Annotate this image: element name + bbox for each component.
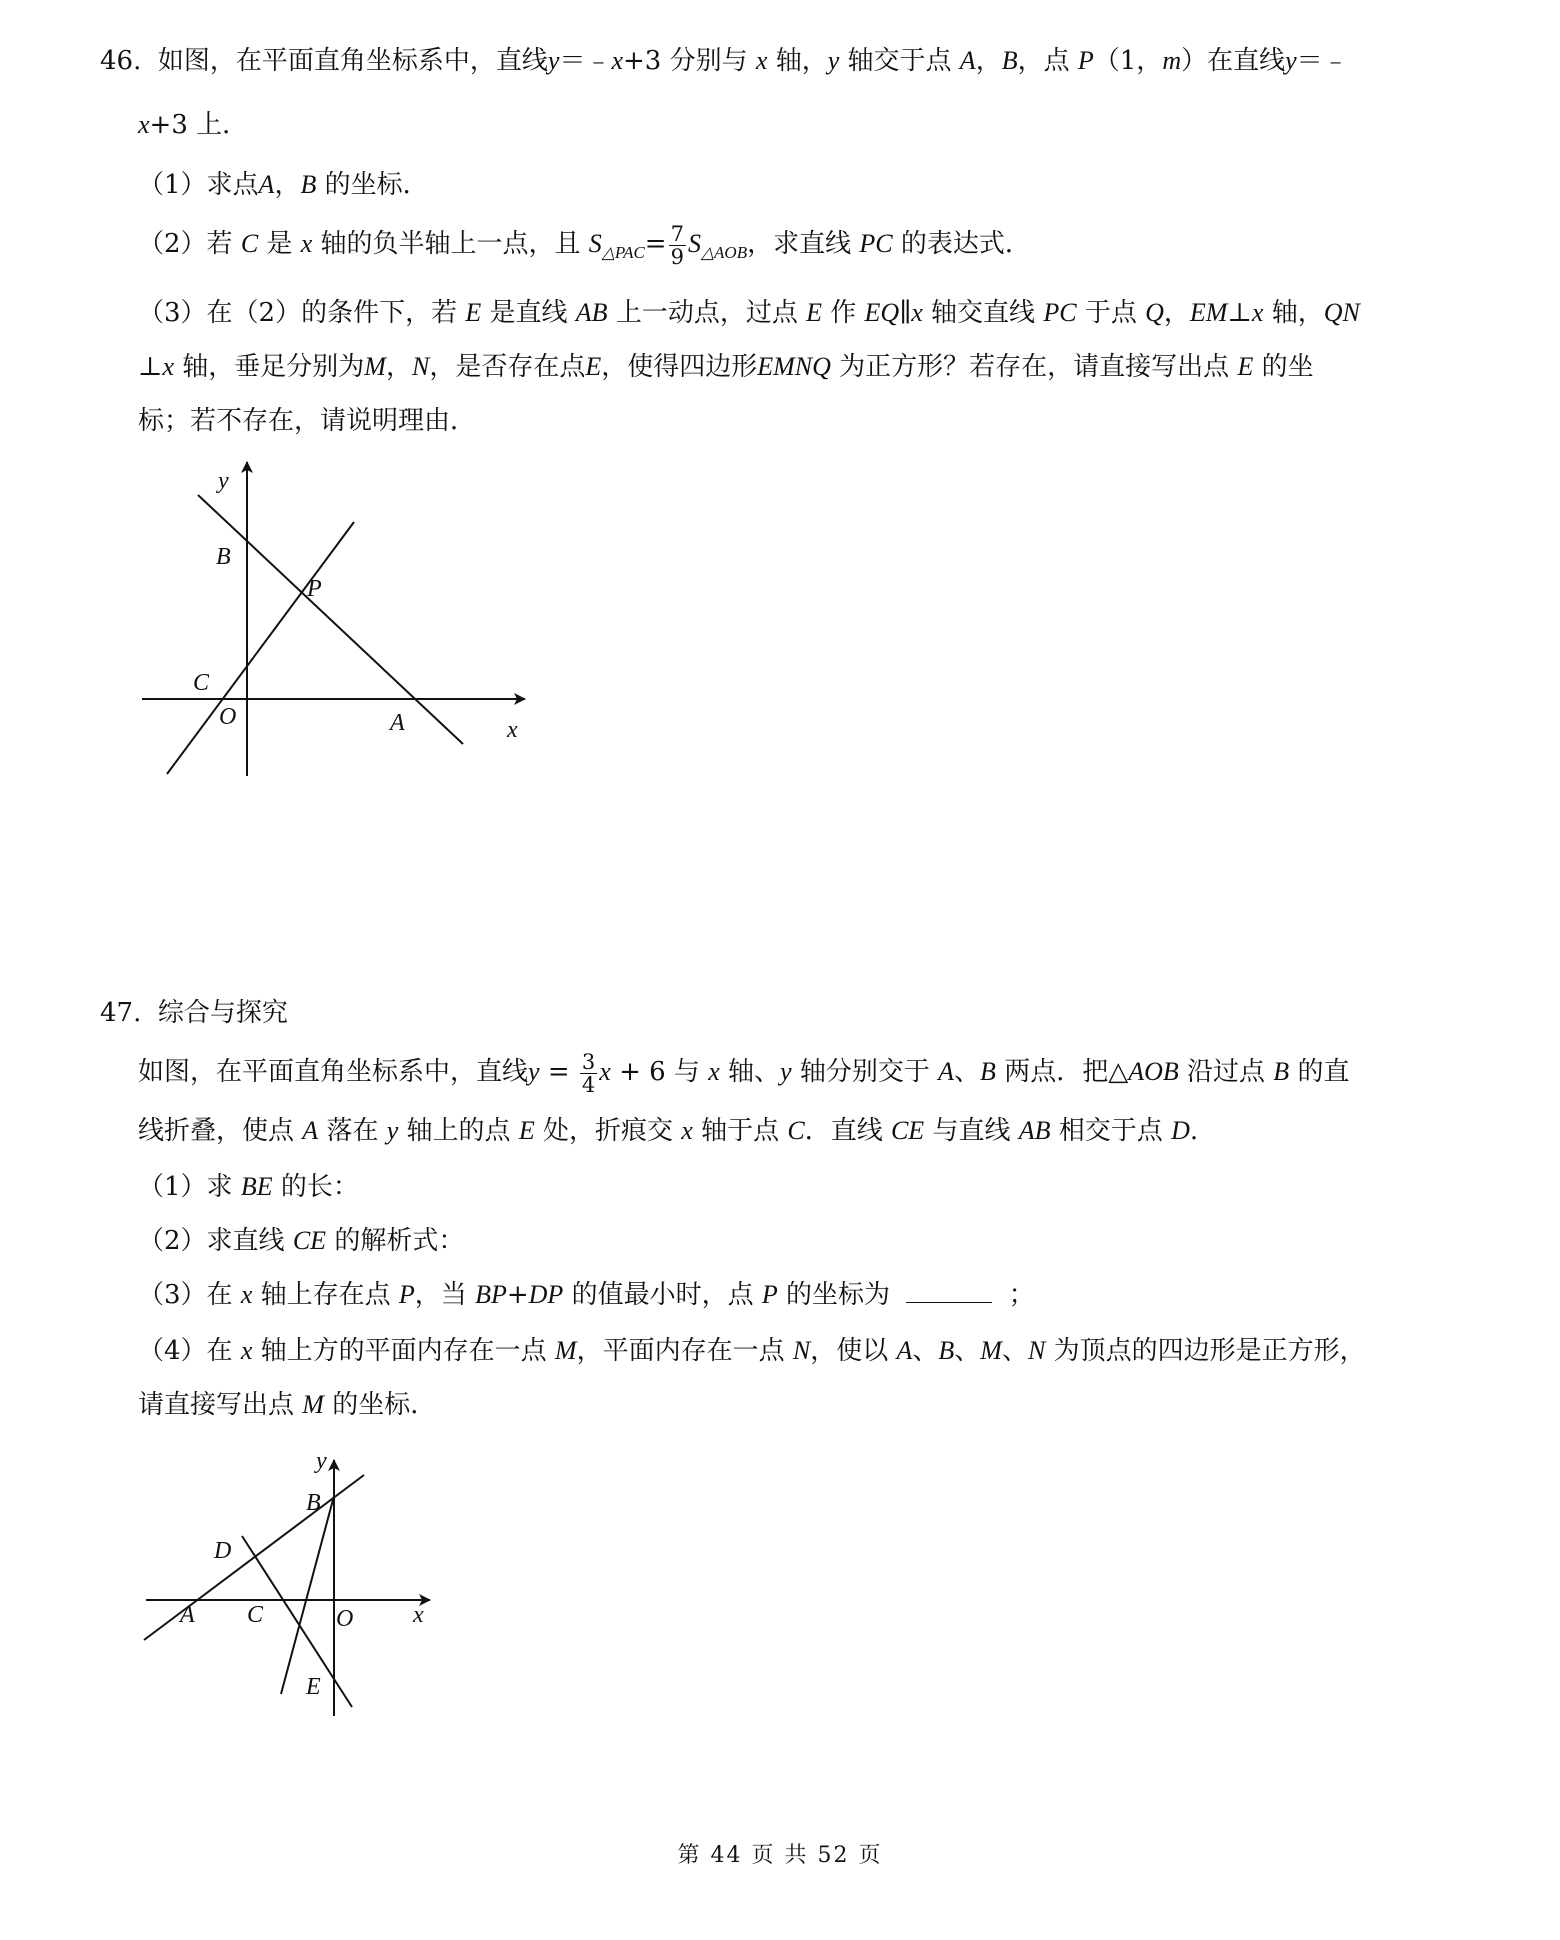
q46-var: E	[585, 352, 602, 381]
q46-text: 是	[266, 229, 293, 259]
q46-text: 上一动点，过点	[615, 298, 798, 328]
q46-symbol: ⊥	[138, 352, 163, 382]
q47-var: M	[302, 1390, 324, 1419]
q46-var: M	[364, 352, 386, 381]
q47-text: 、	[912, 1336, 939, 1366]
q47-var: AOB	[1128, 1057, 1179, 1086]
q47-text: .	[1189, 1116, 1199, 1146]
q47-text: 轴分别交于	[799, 1057, 930, 1087]
q47-var: x	[681, 1116, 693, 1145]
q47-var: B	[980, 1057, 996, 1086]
q46-label-b: B	[216, 544, 231, 570]
q46-symbol: ⊥	[1227, 298, 1252, 328]
fraction-denominator: 4	[581, 1072, 596, 1097]
q47-stem-line-1	[138, 1046, 1349, 1098]
q47-text: 轴上方的平面内存在一点	[260, 1336, 547, 1366]
q47-text: 的直	[1297, 1057, 1350, 1087]
q46-subscript: △PAC	[601, 243, 645, 262]
q46-text: ，是否存在点	[429, 352, 586, 382]
q47-var: B	[938, 1336, 955, 1365]
q46-number: 46.	[100, 46, 142, 76]
q47-text: 的解析式：	[334, 1226, 465, 1256]
q46-text: ，	[1163, 298, 1190, 328]
q46-text: （1，	[1093, 46, 1163, 76]
q47-part-3	[138, 1278, 1035, 1312]
q47-text: 沿过点	[1187, 1057, 1266, 1087]
q46-part-1	[138, 168, 429, 202]
q46-label-y: y	[218, 468, 229, 494]
q47-text: + 6 与	[610, 1057, 700, 1087]
q46-text: 轴，垂足分别为	[182, 352, 365, 382]
q46-line-pc	[167, 522, 354, 774]
q47-label-d: D	[214, 1538, 232, 1564]
q47-number: 47.	[100, 998, 142, 1028]
q47-var: M	[554, 1336, 577, 1365]
q46-text: 标；若不存在，请说明理由．	[138, 406, 477, 436]
q47-var: x	[599, 1057, 611, 1086]
q47-part-4-line-1	[138, 1334, 1366, 1368]
q47-text: 、	[954, 1057, 981, 1087]
q46-text: ，	[274, 170, 301, 200]
q47-label-e: E	[306, 1674, 321, 1700]
q46-text: 如图，在平面直角坐标系中，直线	[157, 46, 548, 76]
q46-var: EMNQ	[757, 352, 831, 381]
q47-text: 、	[954, 1336, 981, 1366]
q47-var: y	[386, 1116, 399, 1145]
q47-stem-line-2	[138, 1114, 1198, 1148]
q47-label-b: B	[306, 1490, 321, 1516]
fraction-numerator: 3	[581, 1049, 596, 1074]
q47-var: B	[1273, 1057, 1290, 1086]
q47-text: 的长：	[280, 1172, 359, 1202]
q46-text: 作	[830, 298, 857, 328]
q46-label-x: x	[507, 717, 518, 743]
q46-var: E	[465, 298, 482, 327]
q47-var: x	[240, 1336, 253, 1365]
q46-text: 轴交于点	[847, 46, 952, 76]
q46-text: 轴，	[775, 46, 828, 76]
q46-var: P	[1077, 46, 1094, 75]
q47-text: 落在	[326, 1116, 379, 1146]
q46-var: A	[258, 170, 275, 199]
q46-part-3-line-1	[138, 296, 1360, 330]
page-footer: 第 44 页 共 52 页	[677, 1843, 883, 1868]
q46-text: ＝﹣	[559, 46, 612, 76]
q46-text: 轴的负半轴上一点，且	[320, 229, 581, 259]
q47-text: 如图，在平面直角坐标系中，直线	[138, 1057, 529, 1087]
q47-part-2	[138, 1224, 464, 1258]
q46-label-c: C	[193, 670, 210, 696]
q47-label-x: x	[413, 1602, 424, 1628]
q46-var: AB	[575, 298, 608, 327]
q47-var: P	[761, 1280, 778, 1309]
q47-var: M	[980, 1336, 1002, 1365]
q46-text: =	[644, 229, 667, 259]
q47-part-4-line-2	[138, 1388, 436, 1422]
q46-label-o: O	[219, 704, 237, 730]
q47-text: 轴、	[728, 1057, 781, 1087]
q46-var: x	[1251, 298, 1264, 327]
q47-var: y	[528, 1057, 540, 1086]
q47-heading	[100, 996, 288, 1030]
q46-var: y	[827, 46, 840, 75]
q47-part-1	[138, 1170, 359, 1204]
q46-text: （2）若	[138, 229, 233, 259]
q46-text: 轴，	[1271, 298, 1324, 328]
q46-stem-line-1	[100, 44, 1349, 78]
q46-var: E	[1237, 352, 1254, 381]
q46-text: 的坐	[1261, 352, 1314, 382]
q47-var: C	[787, 1116, 805, 1145]
q47-text: 、	[1001, 1336, 1028, 1366]
q46-figure	[130, 450, 550, 790]
q47-label-c: C	[247, 1602, 264, 1628]
q46-var: EM	[1189, 298, 1228, 327]
q47-var: D	[1171, 1116, 1190, 1145]
q46-var: E	[806, 298, 822, 327]
q47-var: CE	[292, 1226, 327, 1255]
q47-text: （3）在	[138, 1280, 233, 1310]
q46-text: 的坐标．	[324, 170, 429, 200]
q47-var: P	[398, 1280, 415, 1309]
q46-var: N	[411, 352, 430, 381]
q47-text: 的坐标．	[332, 1390, 437, 1420]
q47-text: 请直接写出点	[138, 1390, 295, 1420]
q47-var: x	[240, 1280, 253, 1309]
q46-var: B	[300, 170, 317, 199]
q46-text: ，点	[1017, 46, 1070, 76]
fraction-numerator: 7	[670, 221, 684, 246]
q46-text: ）在直线	[1181, 46, 1286, 76]
q46-text: 轴交直线	[931, 298, 1036, 328]
q47-var: CE	[890, 1116, 925, 1145]
q46-var: EQ	[864, 298, 900, 327]
q46-var: x	[611, 46, 624, 75]
q46-stem-line-2	[138, 108, 248, 142]
q47-var: BP	[475, 1280, 507, 1309]
q47-label-o: O	[336, 1606, 354, 1632]
q46-text: ，使得四边形	[601, 352, 758, 382]
q47-text: 为顶点的四边形是正方形，	[1053, 1336, 1366, 1366]
q47-line-bc	[281, 1496, 334, 1694]
q46-symbol: ∥	[899, 298, 912, 328]
q47-text: ．直线	[804, 1116, 883, 1146]
q47-text: 两点．把△	[1004, 1057, 1129, 1087]
q47-var: DP	[528, 1280, 564, 1309]
q47-text: ；	[1008, 1280, 1035, 1310]
q47-text: 处，折痕交	[542, 1116, 673, 1146]
q47-var: N	[1027, 1336, 1046, 1365]
q46-var: S	[687, 229, 701, 258]
q47-figure	[130, 1430, 450, 1730]
q46-label-p: P	[307, 576, 322, 602]
q46-text: +3 分别与	[623, 46, 748, 76]
q46-var: y	[547, 46, 560, 75]
q47-fraction	[580, 1051, 597, 1096]
q47-text: （4）在	[138, 1336, 233, 1366]
q47-label-y: y	[316, 1448, 327, 1474]
q47-label-a: A	[180, 1602, 195, 1628]
q46-text: ，	[385, 352, 412, 382]
q46-var: x	[911, 298, 923, 327]
q46-text: 是直线	[489, 298, 568, 328]
q46-var: QN	[1323, 298, 1360, 327]
q46-text: +3 上．	[149, 110, 249, 140]
q47-text: 轴于点	[701, 1116, 780, 1146]
q46-subscript: △AOB	[700, 243, 748, 262]
q47-text: 轴上存在点	[260, 1280, 391, 1310]
q46-var: PC	[859, 229, 893, 258]
q46-line-ab	[198, 495, 463, 744]
q46-part-3-line-2	[138, 350, 1314, 384]
q46-var: PC	[1043, 298, 1077, 327]
q46-text: 的表达式．	[900, 229, 1031, 259]
q47-var: A	[938, 1057, 955, 1086]
q47-var: y	[780, 1057, 792, 1086]
q46-part-2	[138, 220, 1031, 277]
q46-text: （3）在（2）的条件下，若	[138, 298, 458, 328]
answer-blank[interactable]	[906, 1280, 992, 1303]
q46-var: Q	[1145, 298, 1164, 327]
q47-var: A	[302, 1116, 319, 1145]
q46-var: A	[959, 46, 976, 75]
q47-text: =	[539, 1057, 578, 1087]
q46-var: x	[755, 46, 768, 75]
q47-text: 与直线	[932, 1116, 1011, 1146]
q46-var: x	[138, 110, 150, 139]
q47-text: 的值最小时，点	[571, 1280, 754, 1310]
q46-part-3-line-3	[138, 404, 476, 438]
fraction-denominator: 9	[670, 244, 684, 269]
q47-text: （2）求直线	[138, 1226, 285, 1256]
q47-var: AB	[1018, 1116, 1051, 1145]
q47-var: BE	[240, 1172, 273, 1201]
q47-text: 轴上的点	[406, 1116, 511, 1146]
q46-var: x	[300, 229, 313, 258]
q46-label-a: A	[390, 710, 405, 736]
q46-var: x	[162, 352, 174, 381]
q46-text: （1）求点	[138, 170, 259, 200]
q47-title: 综合与探究	[157, 998, 288, 1028]
q46-text: 为正方形？若存在，请直接写出点	[839, 352, 1230, 382]
q47-text: ，平面内存在一点	[576, 1336, 785, 1366]
q46-fraction	[669, 223, 686, 268]
q46-text: ，求直线	[747, 229, 852, 259]
q46-var: B	[1001, 46, 1018, 75]
q47-text: （1）求	[138, 1172, 233, 1202]
q46-text: 于点	[1084, 298, 1137, 328]
q46-var: C	[240, 229, 259, 258]
q47-text: 相交于点	[1058, 1116, 1163, 1146]
q46-text: ，	[975, 46, 1002, 76]
q47-text: ，当	[414, 1280, 467, 1310]
q47-var: x	[708, 1057, 720, 1086]
q47-text: ，使以	[810, 1336, 889, 1366]
q46-var: m	[1162, 46, 1182, 75]
q47-text: 线折叠，使点	[138, 1116, 295, 1146]
q47-var: A	[896, 1336, 913, 1365]
q46-var: y	[1285, 46, 1297, 75]
q46-var: S	[588, 229, 602, 258]
q47-text: 的坐标为	[786, 1280, 891, 1310]
q46-text: ＝﹣	[1296, 46, 1349, 76]
q47-var: E	[518, 1116, 535, 1145]
q47-text: +	[506, 1280, 529, 1310]
q47-var: N	[792, 1336, 811, 1365]
